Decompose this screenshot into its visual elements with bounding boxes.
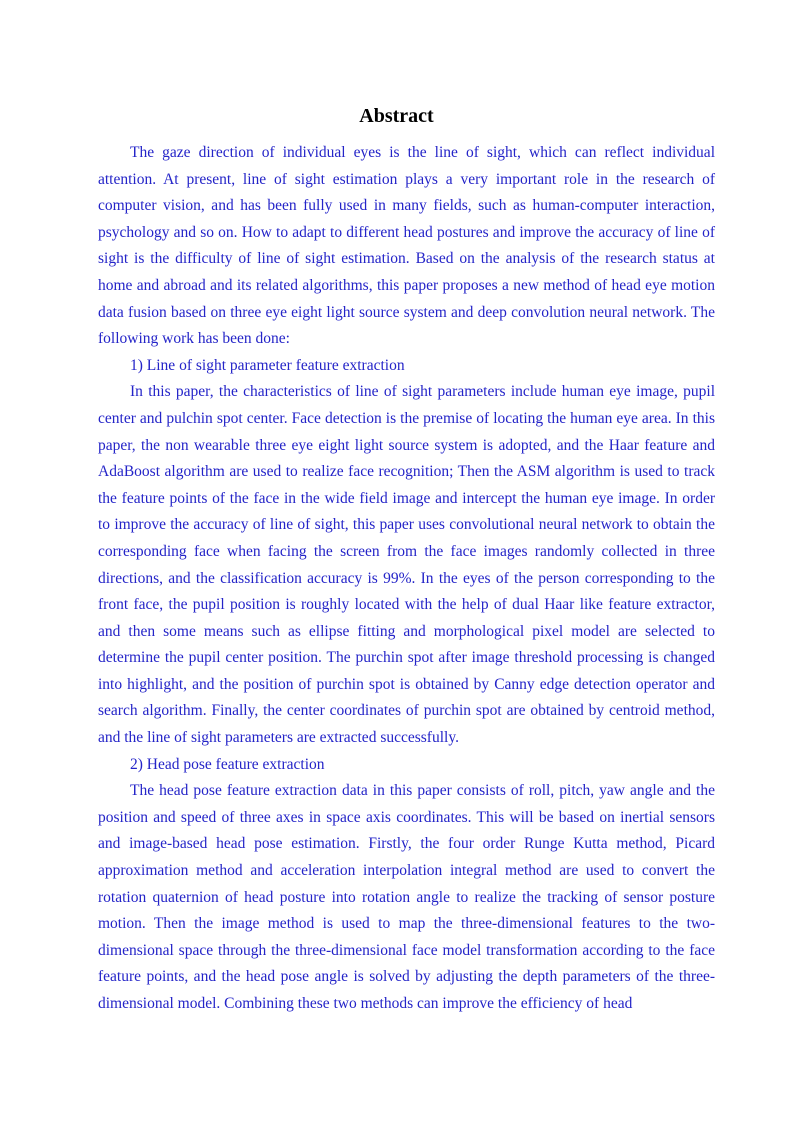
paragraph-intro: The gaze direction of individual eyes is the line of sight, which can reflect individual attention. At present, line of sight estimation plays a very important role in the research of computer vision, and has been fully used in many fields, such as human-computer interaction, psychology and so on. How to adapt to different head postures and improve the accuracy of line of sight is the difficulty of line of sight estimation. Based on the analysis of the research status at home and abroad and its related algorithms, this paper proposes a new method of head eye motion data fusion based on three eye eight light source system and deep convolution neural network. The following work has been done: [98,144,715,348]
section-heading-line-of-sight: 1) Line of sight parameter feature extraction [130,356,405,374]
paragraph-head-pose: The head pose feature extraction data in this paper consists of roll, pitch, yaw angle and the position and speed of three axes in space axis coordinates. This will be based on inertial sensors and image-based head pose estimation. Firstly, the four order Runge Kutta method, Picard approximation method and acceleration interpolation integral method are used to convert the rotation quaternion of head posture into rotation angle to realize the tracking of sensor posture motion. Then the image method is used to map the three-dimensional features to the two-dimensional space through the three-dimensional face model transformation according to the face feature points, and the head pose angle is solved by adjusting the depth parameters of the three-dimensional model. Combining these two methods can improve the efficiency of head [98,782,715,1012]
section-heading-head-pose: 2) Head pose feature extraction [130,755,325,773]
paragraph-line-of-sight: In this paper, the characteristics of line of sight parameters include human eye image, pupil center and pulchin spot center. Face detection is the premise of locating the human eye area. In this paper, the non wearable three eye eight light source system is adopted, and the Haar feature and AdaBoost algorithm are used to realize face recognition; Then the ASM algorithm is used to track the feature points of the face in the wide field image and intercept the human eye image. In order to improve the accuracy of line of sight, this paper uses convolutional neural network to obtain the corresponding face when facing the screen from the face images randomly collected in three directions, and the classification accuracy is 99%. In the eyes of the person corresponding to the front face, the pupil position is roughly located with the help of dual Haar like feature extractor, and then some means such as ellipse fitting and morphological pixel model are selected to determine the pupil center position. The purchin spot after image threshold processing is changed into highlight, and the position of purchin spot is obtained by Canny edge detection operator and search algorithm. Finally, the center coordinates of purchin spot are obtained by centroid method, and the line of sight parameters are extracted successfully. [98,383,715,747]
abstract-body [98,140,715,1018]
page-title: Abstract [359,105,434,127]
